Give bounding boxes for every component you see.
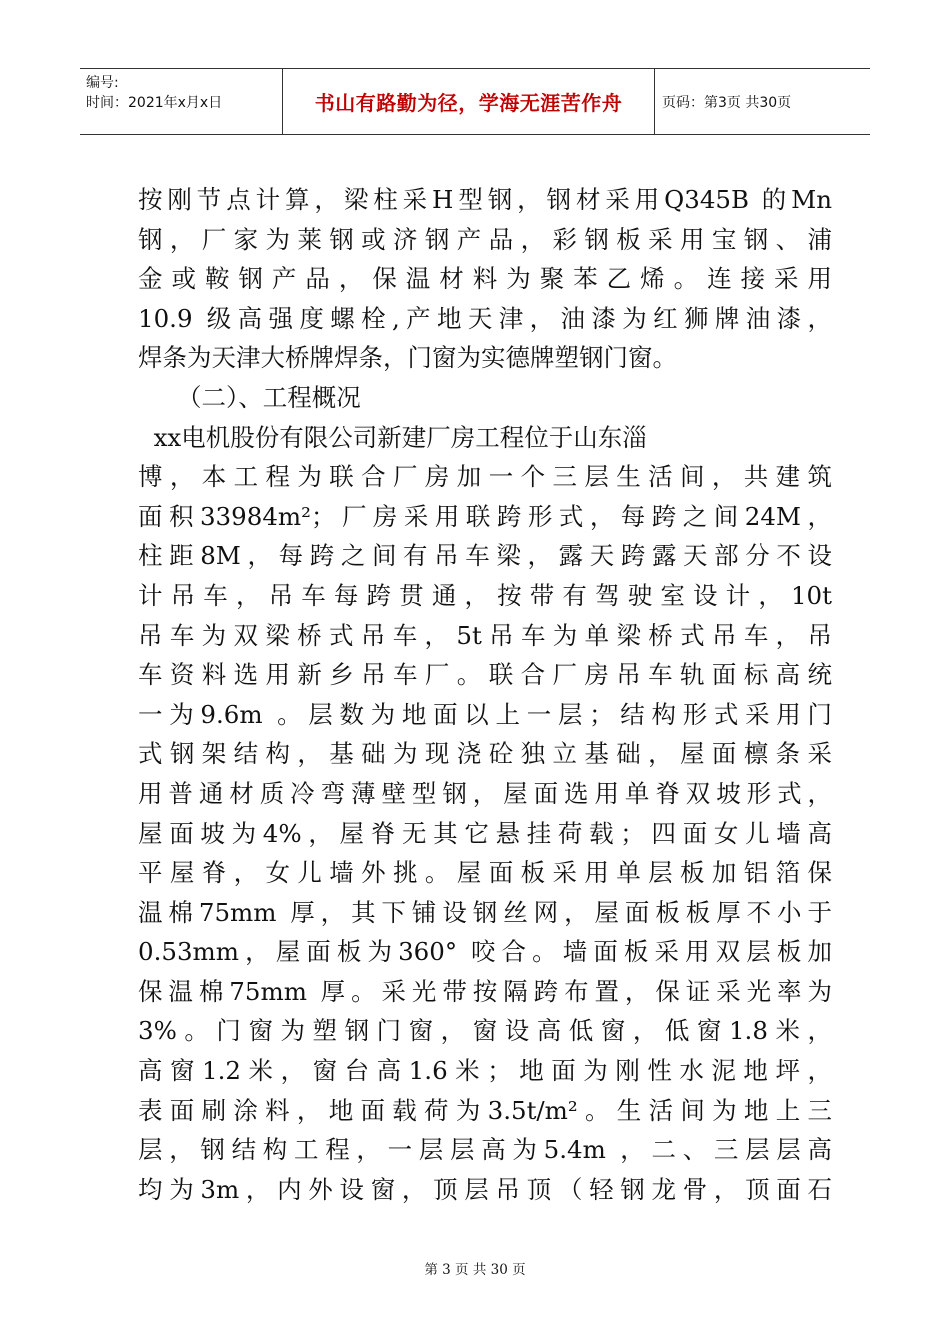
body-text-line: 柱距8M，每跨之间有吊车梁，露天跨露天部分不设 — [138, 541, 832, 571]
body-text-line: 计吊车，吊车每跨贯通，按带有驾驶室设计，10t — [138, 580, 832, 610]
header-page-info: 页码：第3页 共30页 — [662, 94, 792, 111]
body-text-line: 表面刷涂料，地面载荷为3.5t/m²。生活间为地上三 — [138, 1095, 832, 1125]
body-text-line: 一为9.6m 。层数为地面以上一层；结构形式采用门 — [138, 699, 832, 729]
page-header — [80, 68, 870, 135]
body-text-line: 车资料选用新乡吊车厂。联合厂房吊车轨面标高统 — [138, 660, 832, 690]
body-text-line: 保温棉75mm 厚。采光带按隔跨布置，保证采光率为 — [138, 976, 832, 1006]
body-text-line: 用普通材质冷弯薄壁型钢，屋面选用单脊双坡形式， — [138, 778, 832, 808]
body-text-line: 金或鞍钢产品，保温材料为聚苯乙烯。连接采用 — [138, 264, 832, 294]
body-text-line: 均为3m，内外设窗，顶层吊顶（轻钢龙骨，顶面石 — [138, 1174, 832, 1204]
document-number-label: 编号: — [86, 75, 119, 91]
body-text-line: 博，本工程为联合厂房加一个三层生活间，共建筑 — [138, 462, 832, 492]
body-text-line: 温棉75mm 厚，其下铺设钢丝网，屋面板板厚不小于 — [138, 897, 832, 927]
page-footer: 第 3 页 共 30 页 — [424, 1262, 526, 1278]
header-meta — [80, 69, 283, 134]
body-text-line: 钢，厂家为莱钢或济钢产品，彩钢板采用宝钢、浦 — [138, 224, 832, 254]
body-text-line: 焊条为天津大桥牌焊条，门窗为实德牌塑钢门窗。 — [138, 343, 677, 373]
body-text-line: 3%。门窗为塑钢门窗，窗设高低窗，低窗1.8米， — [138, 1016, 832, 1046]
body-text-line: 0.53mm，屋面板为360° 咬合。墙面板采用双层板加 — [138, 937, 832, 967]
body-text-line: 屋面坡为4%，屋脊无其它悬挂荷载；四面女儿墙高 — [138, 818, 832, 848]
body-text-line: （二）、工程概况 — [138, 382, 361, 412]
header-motto: 书山有路勤为径，学海无涯苦作舟 — [283, 69, 655, 134]
body-text-line: 层，钢结构工程，一层层高为5.4m ，二、三层层高 — [138, 1135, 832, 1165]
document-body — [138, 180, 832, 1209]
body-text-line: 式钢架结构，基础为现浇砼独立基础，屋面檩条采 — [138, 739, 832, 769]
body-text-line: 高窗1.2米，窗台高1.6米；地面为刚性水泥地坪， — [138, 1056, 832, 1086]
body-text-line: 吊车为双梁桥式吊车，5t吊车为单梁桥式吊车，吊 — [138, 620, 832, 650]
document-time-label: 时间：2021年x月x日 — [86, 95, 223, 111]
body-text-line: 按刚节点计算，梁柱采H型钢，钢材采用Q345B 的Mn — [138, 185, 832, 214]
body-text-line: 平屋脊，女儿墙外挑。屋面板采用单层板加铝箔保 — [138, 858, 832, 888]
body-text-line: xx电机股份有限公司新建厂房工程位于山东淄 — [138, 422, 647, 452]
body-text-line: 10.9 级高强度螺栓,产地天津，油漆为红狮牌油漆， — [138, 303, 832, 333]
body-text-line: 面积33984m²；厂房采用联跨形式，每跨之间24M， — [138, 501, 832, 531]
